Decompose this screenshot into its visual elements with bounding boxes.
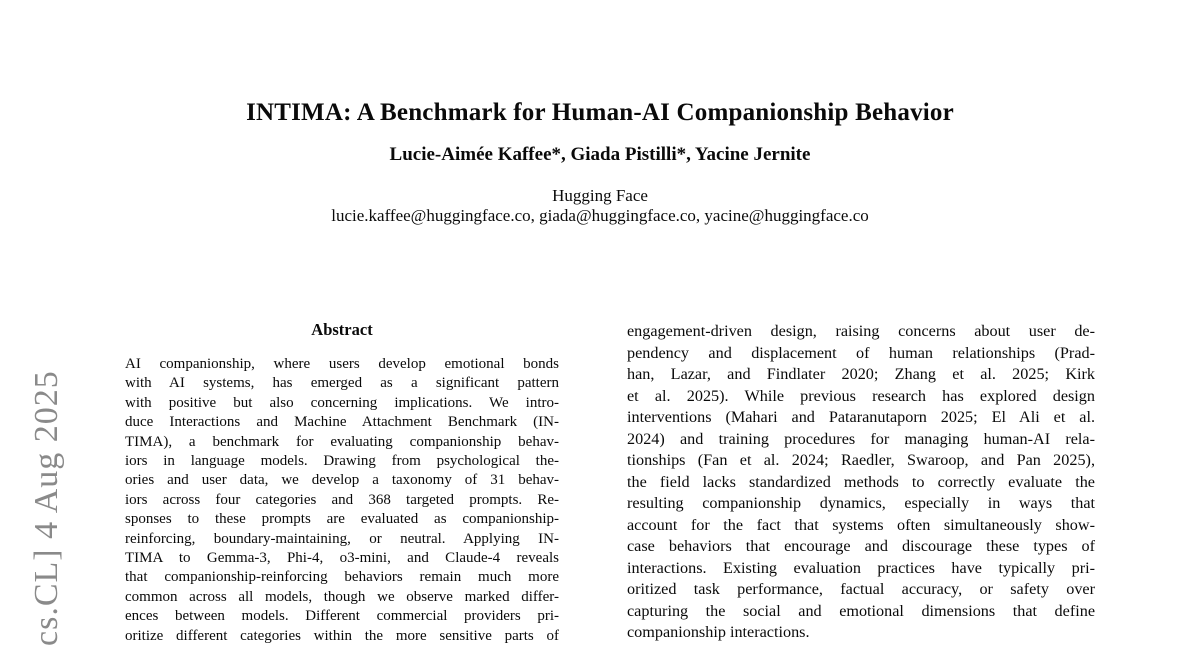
text-line: TIMA to Gemma-3, Phi-4, o3-mini, and Claude-4 reveals	[125, 550, 559, 567]
text-line: iors across four categories and 368 targeted prompts. Re-	[125, 491, 559, 508]
text-line: companionship interactions.	[627, 623, 810, 641]
text-line: duce Interactions and Machine Attachment Benchmark (IN-	[125, 414, 559, 431]
abstract-column	[125, 320, 559, 646]
text-line: oritize different categories within the more sensitive parts of	[125, 627, 559, 644]
text-line: common across all models, though we observe marked differ-	[125, 588, 559, 605]
introduction-column	[627, 321, 1095, 644]
text-line: account for the fact that systems often simultaneously show-	[627, 515, 1095, 534]
text-line: with AI systems, has emerged as a significant pattern	[125, 375, 559, 392]
text-line: interactions. Existing evaluation practices have typically pri-	[627, 558, 1095, 577]
text-line: case behaviors that encourage and discourage these types of	[627, 537, 1095, 555]
text-line: oritized task performance, factual accuracy, or safety over	[627, 580, 1095, 598]
text-line: with positive but also concerning implications. We intro-	[125, 394, 559, 411]
author-emails: lucie.kaffee@huggingface.co, giada@huggingface.co, yacine@huggingface.co	[331, 206, 869, 225]
text-line: pendency and displacement of human relationships (Prad-	[627, 343, 1095, 362]
text-line: reinforcing, boundary-maintaining, or neutral. Applying IN-	[125, 530, 559, 547]
affiliation: Hugging Face	[552, 186, 648, 205]
text-line: ories and user data, we develop a taxonomy of 31 behav-	[125, 472, 559, 489]
text-line: 2024) and training procedures for managing human-AI rela-	[627, 429, 1095, 448]
arxiv-category-stamp: cs.CL] 4 Aug 2025	[28, 370, 65, 646]
text-line: resulting companionship dynamics, especially in ways that	[627, 494, 1095, 512]
text-line: tionships (Fan et al. 2024; Raedler, Swaroop, and Pan 2025),	[627, 451, 1095, 469]
author-list: Lucie-Aimée Kaffee*, Giada Pistilli*, Yacine Jernite	[389, 144, 811, 165]
text-line: iors in language models. Drawing from psychological the-	[125, 453, 559, 470]
text-line: engagement-driven design, raising concerns about user de-	[627, 322, 1095, 340]
text-line: that companionship-reinforcing behaviors remain much more	[125, 569, 559, 586]
text-line: AI companionship, where users develop emotional bonds	[125, 356, 559, 372]
text-line: interventions (Mahari and Pataranutaporn 2025; El Ali et al.	[627, 408, 1095, 426]
text-line: et al. 2025). While previous research has explored design	[627, 386, 1095, 405]
text-line: ences between models. Different commercial providers pri-	[125, 608, 559, 625]
text-line: the field lacks standardized methods to correctly evaluate the	[627, 472, 1095, 491]
text-line: capturing the social and emotional dimensions that define	[627, 601, 1095, 620]
text-line: han, Lazar, and Findlater 2020; Zhang et al. 2025; Kirk	[627, 365, 1095, 383]
text-line: TIMA), a benchmark for evaluating companionship behav-	[125, 433, 559, 450]
text-line: sponses to these prompts are evaluated as companionship-	[125, 511, 559, 528]
abstract-heading: Abstract	[311, 320, 373, 339]
abstract-body	[125, 355, 559, 646]
paper-title: INTIMA: A Benchmark for Human-AI Companionship Behavior	[246, 98, 954, 126]
